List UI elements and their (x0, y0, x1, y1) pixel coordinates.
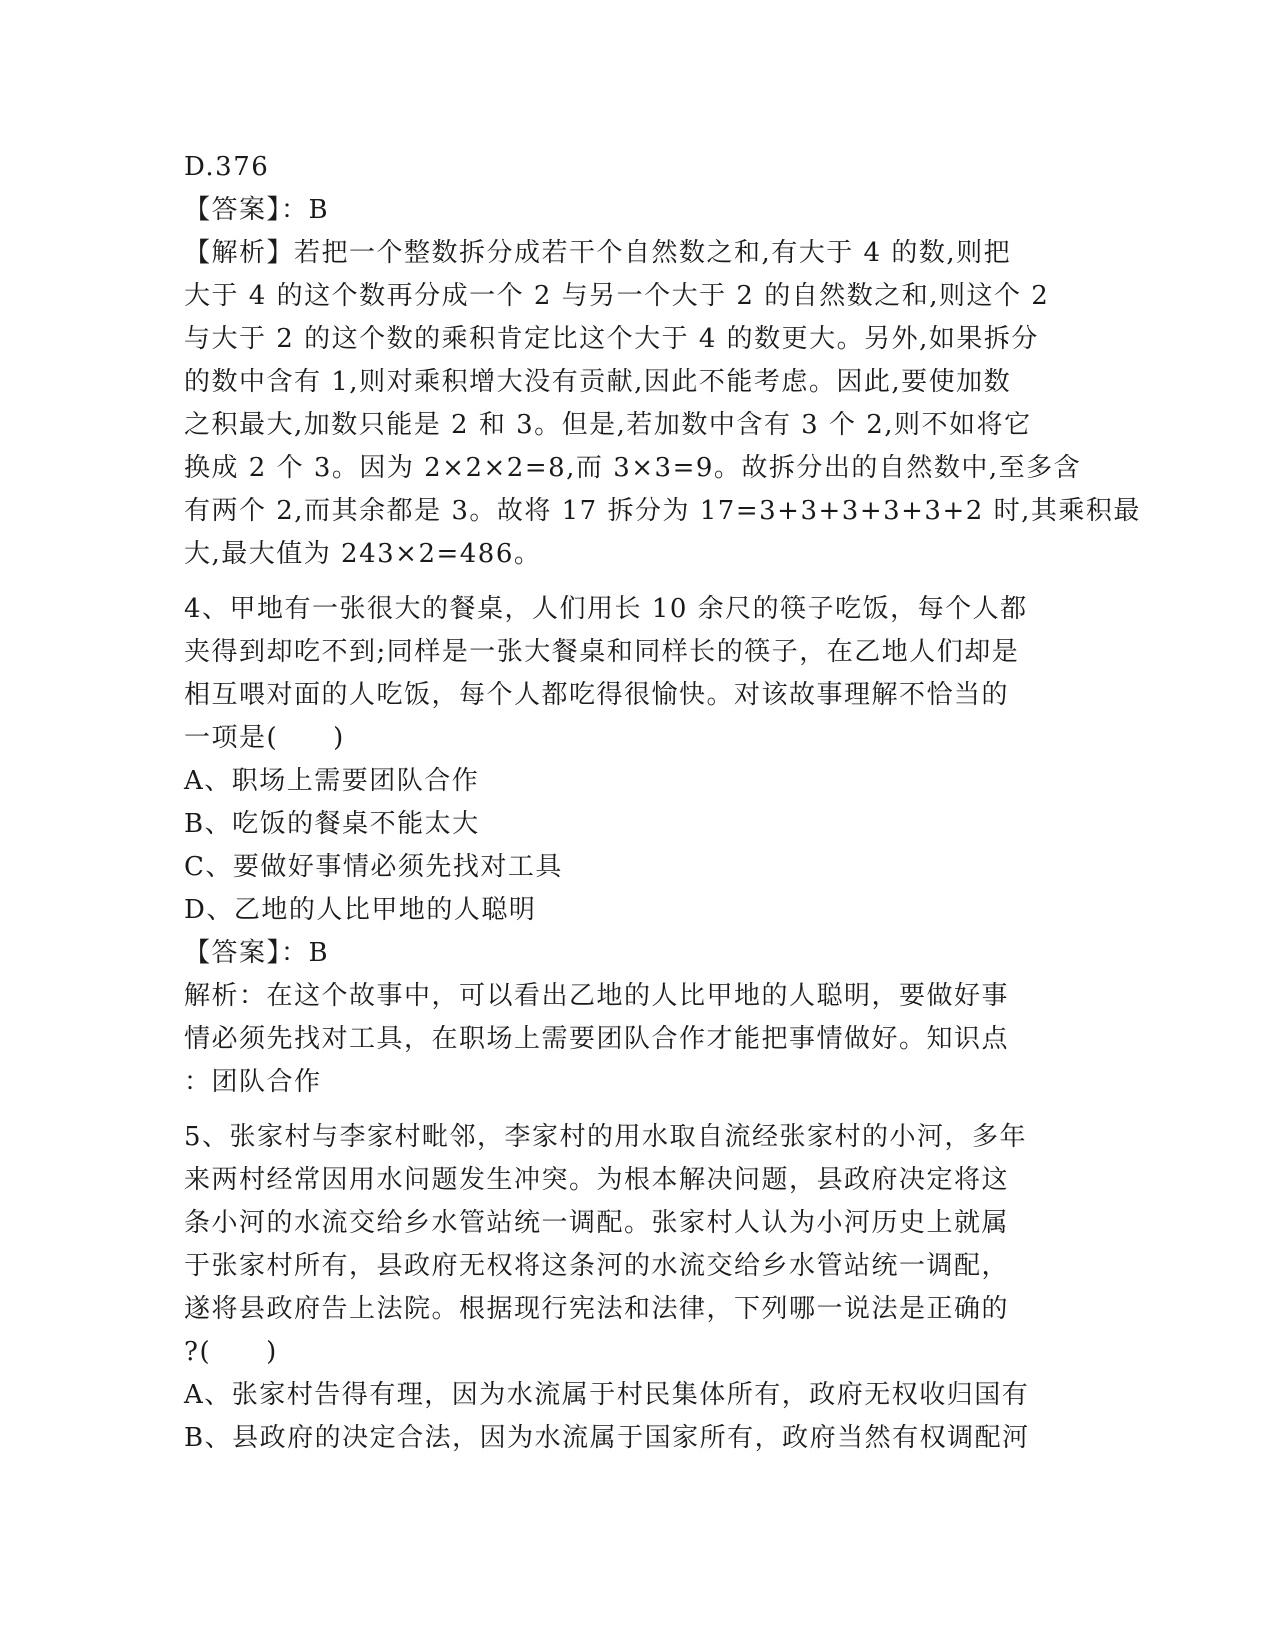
option-a: A、张家村告得有理，因为水流属于村民集体所有，政府无权收归国有 (184, 1380, 1030, 1410)
analysis-line: 换成 2 个 3。因为 2×2×2=8,而 3×3=9。故拆分出的自然数中,至多含 (184, 453, 1082, 483)
analysis-line: 情必须先找对工具，在职场上需要团队合作才能把事情做好。知识点 (184, 1024, 1010, 1054)
question-stem-line: 相互喂对面的人吃饭，每个人都吃得很愉快。对该故事理解不恰当的 (184, 680, 1010, 710)
question-stem-line: 一项是( ) (184, 723, 345, 753)
question-stem-line: 条小河的水流交给乡水管站统一调配。张家村人认为小河历史上就属 (184, 1208, 1010, 1238)
option-a: A、职场上需要团队合作 (184, 766, 480, 796)
analysis-line: 大于 4 的这个数再分成一个 2 与另一个大于 2 的自然数之和,则这个 2 (184, 281, 1050, 311)
question-3-tail (184, 146, 1141, 576)
analysis-line: 大,最大值为 243×2=486。 (184, 539, 542, 569)
analysis-line: 【解析】若把一个整数拆分成若干个自然数之和,有大于 4 的数,则把 (184, 238, 1012, 268)
question-stem-line: 4、甲地有一张很大的餐桌，人们用长 10 余尺的筷子吃饭，每个人都 (184, 594, 1028, 624)
question-stem-line: 夹得到却吃不到;同样是一张大餐桌和同样长的筷子，在乙地人们却是 (184, 637, 1020, 667)
question-5 (184, 1116, 1084, 1460)
question-stem-line: 遂将县政府告上法院。根据现行宪法和法律，下列哪一说法是正确的 (184, 1294, 1010, 1324)
option-c: C、要做好事情必须先找对工具 (184, 852, 563, 882)
analysis-line: ：团队合作 (184, 1067, 322, 1097)
section-gap (184, 576, 1084, 588)
analysis-line: 与大于 2 的这个数的乘积肯定比这个大于 4 的数更大。另外,如果拆分 (184, 324, 1039, 354)
document-page (184, 146, 1141, 1460)
section-gap (184, 1104, 1084, 1116)
answer: 【答案】：B (184, 938, 330, 968)
analysis-line: 解析：在这个故事中，可以看出乙地的人比甲地的人聪明，要做好事 (184, 981, 1010, 1011)
question-stem-line: ?( ) (184, 1337, 278, 1367)
option-b: B、吃饭的餐桌不能太大 (184, 809, 480, 839)
option-d: D.376 (184, 152, 270, 182)
analysis-line: 之积最大,加数只能是 2 和 3。但是,若加数中含有 3 个 2,则不如将它 (184, 410, 1032, 440)
analysis-line: 的数中含有 1,则对乘积增大没有贡献,因此不能考虑。因此,要使加数 (184, 367, 1012, 397)
answer: 【答案】：B (184, 195, 330, 225)
option-b: B、县政府的决定合法，因为水流属于国家所有，政府当然有权调配河 (184, 1423, 1030, 1453)
question-4 (184, 588, 1084, 1104)
option-d: D、乙地的人比甲地的人聪明 (184, 895, 537, 925)
analysis-line: 有两个 2,而其余都是 3。故将 17 拆分为 17=3+3+3+3+3+2 时,其乘积最 (184, 496, 1141, 526)
question-stem-line: 来两村经常因用水问题发生冲突。为根本解决问题，县政府决定将这 (184, 1165, 1010, 1195)
question-stem-line: 5、张家村与李家村毗邻，李家村的用水取自流经张家村的小河，多年 (184, 1122, 1028, 1152)
question-stem-line: 于张家村所有，县政府无权将这条河的水流交给乡水管站统一调配， (184, 1251, 1010, 1281)
